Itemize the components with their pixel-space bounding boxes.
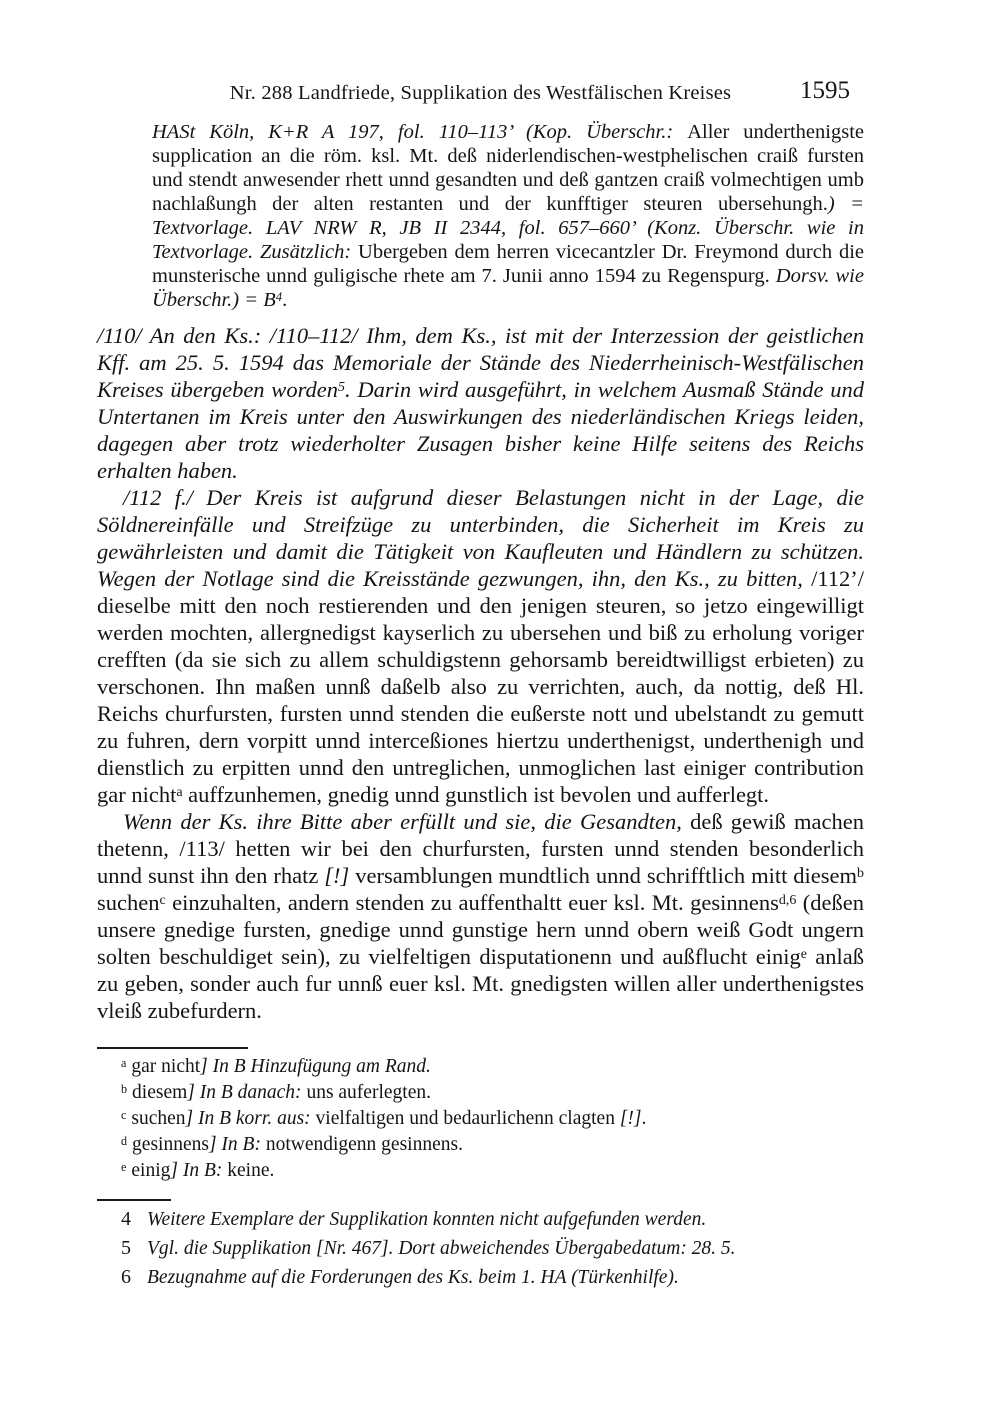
footnote-e-label: e bbox=[121, 1159, 127, 1174]
letter-footnotes bbox=[97, 1054, 864, 1184]
source-note: HASt Köln, K+R A 197, fol. 110–113’ (Kop. Überschr.: Aller underthenigste supplication an die röm. ksl. Mt. deß niderlendischen-westphelischen craiß fursten und stendt anwesender rhett unnd gesandten und deß gantzen craiß volmechtigen umb nachlaßungh der alten restanten und der kunfftiger steuren ubersehungh.) = Textvorlage. LAV NRW R, JB II 2344, fol. 657–660’ (Konz. Überschr. wie in Textvorlage. Zusätzlich: Ubergeben dem herren vicecantzler Dr. Freymond durch die munsterische unnd guligische rhete am 7. Junii anno 1594 zu Regenspurg. Dorsv. wie Überschr.) = $B^4$. bbox=[152, 121, 864, 311]
footnote-d bbox=[97, 1132, 864, 1158]
footnote-6-label: 6 bbox=[121, 1266, 131, 1288]
footnote-5-label: 5 bbox=[121, 1237, 131, 1259]
footnote-c-text: suchen] In B korr. aus: vielfaltigen und bedaurlichenn clagten [!]. bbox=[131, 1108, 647, 1129]
footnote-b bbox=[97, 1080, 864, 1106]
paragraph-112f: /112 f./ Der Kreis ist aufgrund dieser Belastungen nicht in der Lage, die Söldnereinfälle und Streifzüge zu unterbinden, die Sicherheit im Kreis zu gewährleisten und damit die Tätigkeit von Kaufleuten und Händlern zu schützen. Wegen der Notlage sind die Kreisstände gezwungen, ihn, den Ks., zu bitten, /112’/ dieselbe mitt den noch restierenden und den jenigen steuren, so jetzo eingewilligt werden mochten, allergnedigst kayserlich zu ubersehen und biß zu erholung voriger crefften (da sie sich zu allem schuldigstenn gehorsamb bereidtwilligst erbieten) zu verschonen. Ihn maßen unnß daßelb also zu verrichten, auch, da nottig, deß Hl. Reichs churfursten, fursten unnd stenden die eußerste nott und ubelstandt zu gemutt zu fuhren, dern vorpitt unnd interceßiones hiertzu underthenigst, underthenigh und dienstlich zu erpitten unnd den untreglichen, unmoglichen last einiger contribution gar nicht$^a$ auffzunhemen, gnedig unnd gunstlich ist bevolen und aufferlegt. bbox=[97, 485, 864, 807]
number-footnotes bbox=[97, 1205, 864, 1292]
footnote-b-text: diesem] In B danach: uns auferlegten. bbox=[132, 1082, 431, 1103]
footnote-divider-numbers bbox=[97, 1199, 171, 1201]
footnote-a-label: a bbox=[121, 1055, 127, 1070]
footnote-6-text: Bezugnahme auf die Forderungen des Ks. beim 1. HA (Türkenhilfe). bbox=[147, 1267, 679, 1288]
footnote-d-label: d bbox=[121, 1133, 128, 1148]
footnote-6 bbox=[97, 1263, 864, 1292]
footnote-b-label: b bbox=[121, 1081, 128, 1096]
footnote-c-label: c bbox=[121, 1107, 127, 1122]
footnote-4-label: 4 bbox=[121, 1208, 131, 1230]
footnote-e bbox=[97, 1158, 864, 1184]
footnote-a-text: gar nicht] In B Hinzufügung am Rand. bbox=[131, 1056, 431, 1077]
footnote-5 bbox=[97, 1234, 864, 1263]
paragraph-summary-110: /110/ An den Ks.: /110–112/ Ihm, dem Ks., ist mit der Interzession der geistlichen Kff. am 25. 5. 1594 das Memoriale der Stände des Niederrheinisch-Westfälischen Kreises übergeben worden$^5$. Darin wird ausgeführt, in welchem Ausmaß Stände und Untertanen im Kreis unter den Auswirkungen des niederländischen Kriegs leiden, dagegen aber trotz wiederholter Zusagen bisher keine Hilfe seitens des Reichs erhalten haben. bbox=[97, 323, 864, 483]
document-body bbox=[97, 322, 864, 1024]
footnote-a bbox=[97, 1054, 864, 1080]
footnote-d-text: gesinnens] In B: notwendigenn gesinnens. bbox=[132, 1134, 463, 1155]
paragraph-113: Wenn der Ks. ihre Bitte aber erfüllt und sie, die Gesandten, deß gewiß machen thetenn, /113/ hetten wir bei den churfursten, fursten unnd stenden besonderlich unnd sunst ihn den rhatz [!] versamblungen mundtlich unnd schrifftlich mitt diesem$^b$ suchen$^c$ einzuhalten, andern stenden zu auffenthaltt euer ksl. Mt. gesinnens$^{d,6}$ (deßen unsere gnedige fursten, gnedige unnd gunstige hern unnd obern weiß Godt ungern solten beschuldiget sein), zu vielfeltigen disputationenn und außflucht einig$^e$ anlaß zu geben, sonder auch fur unnß euer ksl. Mt. gnedigsten willen aller underthenigstes vleiß zubefurdern. bbox=[97, 809, 865, 1023]
footnote-5-text: Vgl. die Supplikation [Nr. 467]. Dort abweichendes Übergabedatum: 28. 5. bbox=[147, 1238, 736, 1259]
footnote-c bbox=[97, 1106, 864, 1132]
footnote-divider-letters bbox=[97, 1047, 248, 1049]
page-header bbox=[97, 77, 864, 108]
running-title: Nr. 288 Landfriede, Supplikation des Westfälischen Kreises bbox=[229, 82, 732, 104]
footnote-4 bbox=[97, 1205, 864, 1234]
footnote-4-text: Weitere Exemplare der Supplikation konnten nicht aufgefunden werden. bbox=[147, 1209, 707, 1230]
footnote-e-text: einig] In B: keine. bbox=[131, 1160, 275, 1181]
page-number: 1595 bbox=[800, 77, 850, 104]
